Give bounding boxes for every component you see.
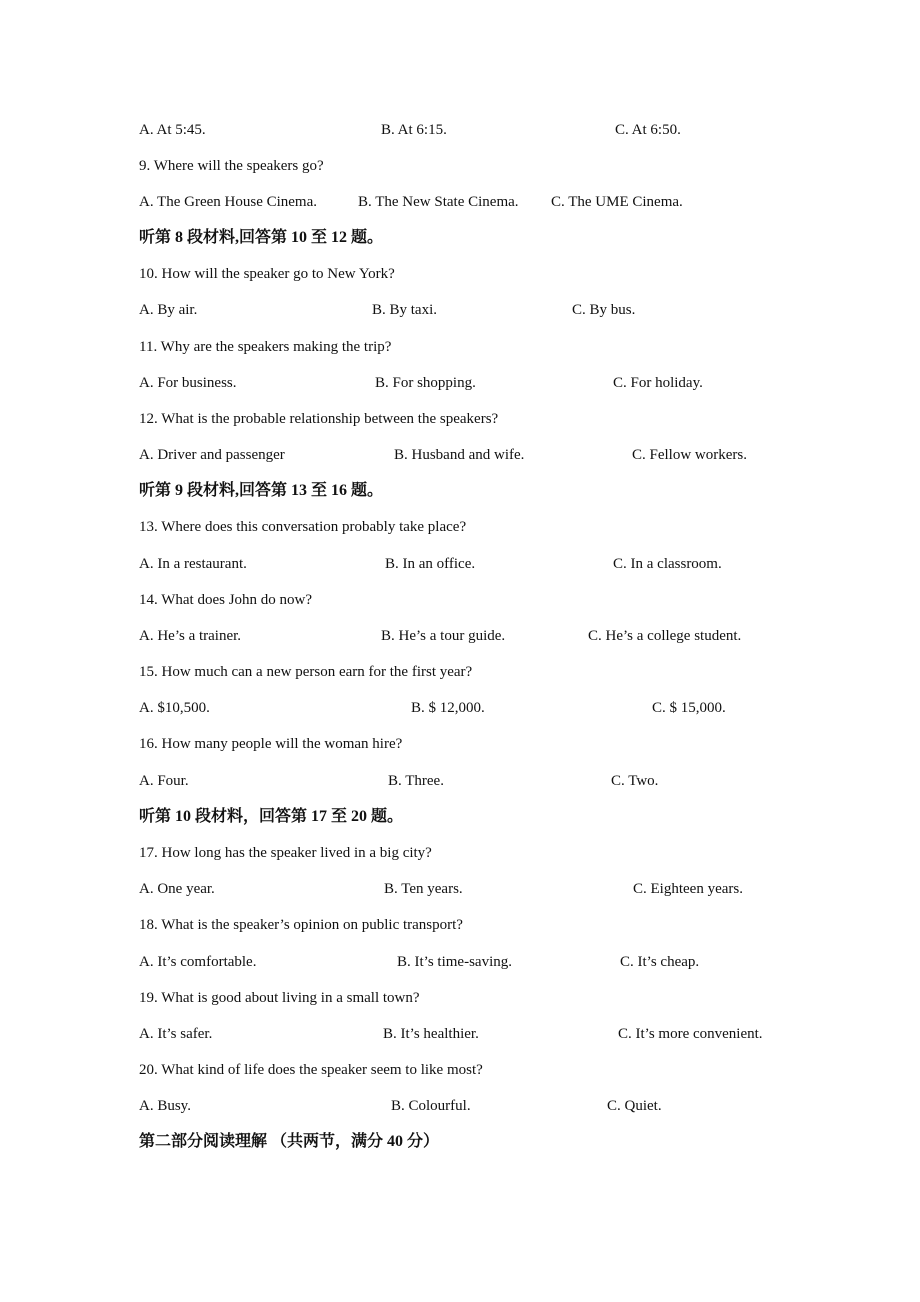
option-c: C. Fellow workers. bbox=[632, 447, 747, 463]
option-c: C. It’s more convenient. bbox=[618, 1026, 763, 1042]
option-b: B. Husband and wife. bbox=[394, 447, 525, 463]
option-b: B. At 6:15. bbox=[381, 122, 447, 138]
question-17: 17. How long has the speaker lived in a big city? bbox=[139, 845, 432, 861]
option-b: B. The New State Cinema. bbox=[358, 194, 519, 210]
option-a: A. $10,500. bbox=[139, 700, 210, 716]
question-19: 19. What is good about living in a small town? bbox=[139, 990, 420, 1006]
option-a: A. By air. bbox=[139, 302, 198, 318]
option-b: B. $ 12,000. bbox=[411, 700, 485, 716]
option-c: C. Quiet. bbox=[607, 1098, 662, 1114]
question-13: 13. Where does this conversation probably take place? bbox=[139, 519, 467, 535]
option-a: A. Driver and passenger bbox=[139, 447, 285, 463]
option-c: C. In a classroom. bbox=[613, 556, 722, 572]
part-2-heading: 第二部分阅读理解 （共两节，满分 40 分） bbox=[139, 1133, 440, 1150]
option-a: A. For business. bbox=[139, 375, 237, 391]
option-a: A. At 5:45. bbox=[139, 122, 206, 138]
option-a: A. Four. bbox=[139, 773, 189, 789]
section-8-heading: 听第 8 段材料,回答第 10 至 12 题。 bbox=[139, 229, 384, 246]
option-b: B. Ten years. bbox=[384, 881, 463, 897]
question-9: 9. Where will the speakers go? bbox=[139, 158, 324, 174]
question-11: 11. Why are the speakers making the trip? bbox=[139, 339, 392, 355]
option-b: B. He’s a tour guide. bbox=[381, 628, 506, 644]
option-a: A. It’s safer. bbox=[139, 1026, 213, 1042]
question-16: 16. How many people will the woman hire? bbox=[139, 736, 403, 752]
option-b: B. In an office. bbox=[385, 556, 476, 572]
section-10-heading: 听第 10 段材料，回答第 17 至 20 题。 bbox=[139, 808, 404, 825]
option-c: C. It’s cheap. bbox=[620, 954, 700, 970]
option-b: B. For shopping. bbox=[375, 375, 476, 391]
section-9-heading: 听第 9 段材料,回答第 13 至 16 题。 bbox=[139, 482, 384, 499]
option-c: C. The UME Cinema. bbox=[551, 194, 683, 210]
option-b: B. It’s healthier. bbox=[383, 1026, 479, 1042]
option-c: C. Two. bbox=[611, 773, 659, 789]
question-12: 12. What is the probable relationship between the speakers? bbox=[139, 411, 499, 427]
option-a: A. Busy. bbox=[139, 1098, 191, 1114]
option-c: C. By bus. bbox=[572, 302, 636, 318]
option-b: B. It’s time-saving. bbox=[397, 954, 512, 970]
question-18: 18. What is the speaker’s opinion on public transport? bbox=[139, 917, 463, 933]
option-a: A. One year. bbox=[139, 881, 215, 897]
option-b: B. Three. bbox=[388, 773, 444, 789]
question-14: 14. What does John do now? bbox=[139, 592, 313, 608]
question-15: 15. How much can a new person earn for the first year? bbox=[139, 664, 473, 680]
option-a: A. He’s a trainer. bbox=[139, 628, 242, 644]
option-c: C. $ 15,000. bbox=[652, 700, 726, 716]
option-a: A. It’s comfortable. bbox=[139, 954, 257, 970]
option-b: B. By taxi. bbox=[372, 302, 438, 318]
option-c: C. At 6:50. bbox=[615, 122, 681, 138]
option-a: A. In a restaurant. bbox=[139, 556, 247, 572]
option-b: B. Colourful. bbox=[391, 1098, 471, 1114]
option-c: C. He’s a college student. bbox=[588, 628, 742, 644]
option-a: A. The Green House Cinema. bbox=[139, 194, 318, 210]
question-20: 20. What kind of life does the speaker seem to like most? bbox=[139, 1062, 483, 1078]
question-10: 10. How will the speaker go to New York? bbox=[139, 266, 395, 282]
option-c: C. Eighteen years. bbox=[633, 881, 743, 897]
option-c: C. For holiday. bbox=[613, 375, 703, 391]
